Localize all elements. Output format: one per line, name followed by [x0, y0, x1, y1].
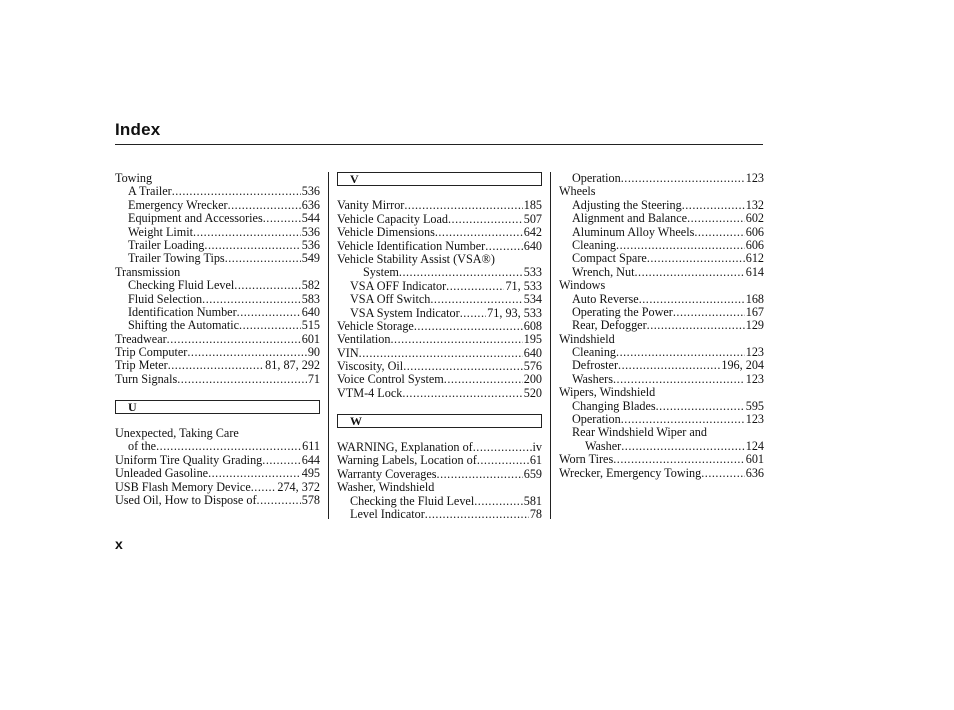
dot-leader [621, 172, 745, 185]
dot-leader [228, 199, 301, 212]
index-entry[interactable] [115, 359, 320, 372]
dot-leader [448, 213, 523, 226]
dot-leader [473, 441, 532, 454]
entry-term: Turn Signals [115, 371, 178, 386]
entry-pages[interactable]: 578 [301, 492, 320, 507]
index-entry[interactable] [559, 453, 764, 466]
entry-pages[interactable]: iv [532, 440, 542, 455]
index-entry[interactable] [559, 239, 764, 252]
entry-term: VSA System Indicator [350, 305, 460, 320]
dot-leader [168, 359, 264, 372]
entry-pages[interactable]: 520 [523, 385, 542, 400]
entry-pages[interactable]: 507 [523, 211, 542, 226]
index-entry[interactable] [559, 333, 764, 346]
index-entry[interactable] [115, 266, 320, 279]
entry-term: Alignment and Balance [572, 211, 688, 226]
entry-pages[interactable]: 61 [529, 453, 542, 468]
dot-leader [673, 306, 745, 319]
page-title: Index [115, 120, 161, 139]
section-letter: V [337, 172, 542, 186]
dot-leader [647, 252, 745, 265]
entry-pages[interactable]: 90 [307, 345, 320, 360]
entry-pages[interactable]: 644 [301, 452, 320, 467]
page-number: x [115, 536, 123, 552]
entry-term: Changing Blades [572, 398, 656, 413]
index-entry[interactable] [115, 454, 320, 467]
entry-term: Cleaning [572, 345, 617, 360]
entry-pages[interactable]: 495 [301, 466, 320, 481]
entry-term: Vanity Mirror [337, 198, 405, 213]
dot-leader [225, 252, 301, 265]
entry-pages[interactable]: 606 [745, 224, 764, 239]
entry-pages[interactable]: 200 [523, 372, 542, 387]
entry-term: Compact Spare [572, 251, 647, 266]
column-divider [550, 172, 551, 519]
entry-term: Rear Windshield Wiper and [572, 425, 707, 440]
entry-pages[interactable]: 636 [301, 197, 320, 212]
index-entry[interactable] [337, 293, 542, 306]
entry-pages[interactable]: 124 [745, 438, 764, 453]
index-entry[interactable] [337, 508, 542, 521]
index-entry[interactable] [337, 199, 542, 212]
entry-term: Vehicle Storage [337, 318, 414, 333]
index-entry[interactable] [115, 494, 320, 507]
entry-pages[interactable]: 611 [302, 439, 320, 454]
entry-term: A Trailer [128, 184, 172, 199]
entry-pages[interactable]: 583 [301, 291, 320, 306]
entry-term: Warning Labels, Location of [337, 453, 477, 468]
dot-leader [639, 293, 745, 306]
entry-term: Shifting the Automatic [128, 318, 240, 333]
dot-leader [446, 280, 504, 293]
entry-term: Vehicle Dimensions [337, 225, 435, 240]
entry-term: Uniform Tire Quality Grading [115, 452, 263, 467]
entry-term: Trip Meter [115, 358, 168, 373]
entry-pages[interactable]: 533 [523, 265, 542, 280]
entry-term: Cleaning [572, 237, 617, 252]
dot-leader [399, 266, 523, 279]
entry-term: Checking the Fluid Level [350, 493, 475, 508]
entry-term: of the [128, 439, 157, 454]
dot-leader [687, 212, 745, 225]
index-column-1 [115, 172, 320, 507]
entry-term: Operation [572, 412, 621, 427]
index-entry[interactable] [337, 213, 542, 226]
entry-term: Operation [572, 171, 621, 185]
entry-pages[interactable]: 606 [745, 237, 764, 252]
index-entry[interactable] [559, 293, 764, 306]
entry-pages[interactable]: 515 [301, 318, 320, 333]
dot-leader [402, 387, 522, 400]
index-entry[interactable] [559, 226, 764, 239]
index-entry[interactable] [559, 400, 764, 413]
index-entry[interactable] [559, 319, 764, 332]
spacer [337, 186, 542, 199]
entry-term: Vehicle Identification Number [337, 238, 486, 253]
section-letter: W [337, 414, 542, 428]
index-entry[interactable] [559, 426, 764, 439]
entry-pages[interactable]: 78 [529, 506, 542, 521]
entry-pages[interactable]: 71, 533 [505, 278, 542, 293]
dot-leader [187, 346, 306, 359]
entry-pages[interactable]: 642 [523, 225, 542, 240]
index-entry[interactable] [337, 454, 542, 467]
entry-term: Windows [559, 278, 606, 293]
index-entry[interactable] [115, 172, 320, 185]
index-entry[interactable] [559, 279, 764, 292]
index-entry[interactable] [115, 279, 320, 292]
index-entry[interactable] [337, 495, 542, 508]
spacer [115, 386, 320, 399]
dot-leader [167, 333, 301, 346]
index-entry[interactable] [115, 333, 320, 346]
entry-term: Wipers, Windshield [559, 385, 656, 400]
entry-pages[interactable]: 544 [301, 211, 320, 226]
dot-leader [257, 494, 301, 507]
index-entry[interactable] [115, 467, 320, 480]
index-entry[interactable] [559, 440, 764, 453]
index-entry[interactable] [337, 441, 542, 454]
index-entry[interactable] [559, 252, 764, 265]
dot-leader [694, 226, 744, 239]
entry-term: Voice Control System [337, 372, 444, 387]
index-entry[interactable] [559, 266, 764, 279]
dot-leader [656, 400, 745, 413]
dot-leader [474, 495, 522, 508]
index-entry[interactable] [115, 212, 320, 225]
dot-leader [263, 212, 301, 225]
dot-leader [156, 440, 301, 453]
index-entry[interactable] [559, 306, 764, 319]
index-entry[interactable] [115, 226, 320, 239]
entry-term: Worn Tires [559, 452, 614, 467]
entry-pages[interactable]: 536 [301, 237, 320, 252]
entry-term: Viscosity, Oil [337, 359, 404, 374]
dot-leader [616, 239, 745, 252]
index-entry[interactable] [337, 347, 542, 360]
entry-term: WARNING, Explanation of [337, 440, 473, 455]
entry-term: Washer, Windshield [337, 480, 435, 495]
entry-term: Level Indicator [350, 506, 425, 521]
index-entry[interactable] [337, 373, 542, 386]
index-entry[interactable] [337, 240, 542, 253]
index-entry[interactable] [115, 239, 320, 252]
entry-term: Operating the Power [572, 304, 673, 319]
entry-term: Adjusting the Steering [572, 197, 682, 212]
entry-term: System [363, 265, 399, 280]
index-entry[interactable] [559, 172, 764, 185]
entry-pages[interactable]: 132 [745, 197, 764, 212]
dot-leader [390, 333, 522, 346]
entry-pages[interactable]: 601 [745, 452, 764, 467]
dot-leader [477, 454, 529, 467]
index-entry[interactable] [559, 359, 764, 372]
index-entry[interactable] [115, 199, 320, 212]
index-entry[interactable] [115, 185, 320, 198]
dot-leader [239, 319, 301, 332]
spacer [115, 414, 320, 427]
index-entry[interactable] [559, 467, 764, 480]
entry-term: Equipment and Accessories [128, 211, 263, 226]
index-entry[interactable] [337, 360, 542, 373]
index-entry[interactable] [115, 252, 320, 265]
entry-pages[interactable]: 123 [745, 371, 764, 386]
index-entry[interactable] [337, 280, 542, 293]
entry-term: Fluid Selection [128, 291, 203, 306]
entry-pages[interactable]: 123 [745, 171, 764, 185]
dot-leader [621, 440, 744, 453]
entry-pages[interactable]: 123 [745, 345, 764, 360]
entry-term: Emergency Wrecker [128, 197, 228, 212]
dot-leader [414, 320, 523, 333]
dot-leader [616, 346, 745, 359]
index-entry[interactable] [337, 481, 542, 494]
entry-term: Trip Computer [115, 345, 188, 360]
index-entry[interactable] [559, 346, 764, 359]
column-divider [328, 172, 329, 519]
entry-pages[interactable]: 640 [523, 345, 542, 360]
dot-leader [234, 279, 300, 292]
dot-leader [208, 467, 301, 480]
entry-pages[interactable]: 195 [523, 332, 542, 347]
dot-leader [359, 347, 523, 360]
index-entry[interactable] [115, 373, 320, 386]
dot-leader [404, 199, 522, 212]
index-entry[interactable] [559, 212, 764, 225]
dot-leader [485, 240, 522, 253]
index-entry[interactable] [559, 199, 764, 212]
index-entry[interactable] [337, 387, 542, 400]
entry-term: Vehicle Stability Assist (VSA®) [337, 251, 495, 266]
entry-pages[interactable]: 274, 372 [277, 479, 320, 494]
entry-term: Washer [585, 438, 622, 453]
dot-leader [613, 453, 745, 466]
entry-term: Vehicle Capacity Load [337, 211, 448, 226]
entry-term: Checking Fluid Level [128, 278, 235, 293]
dot-leader [634, 266, 744, 279]
dot-leader [682, 199, 745, 212]
entry-pages[interactable]: 123 [745, 412, 764, 427]
index-entry[interactable] [337, 320, 542, 333]
entry-pages[interactable]: 640 [523, 238, 542, 253]
dot-leader [177, 373, 307, 386]
dot-leader [435, 226, 523, 239]
dot-leader [172, 185, 301, 198]
dot-leader [403, 360, 523, 373]
entry-term: Defroster [572, 358, 619, 373]
entry-term: VIN [337, 345, 359, 360]
entry-pages[interactable]: 581 [523, 493, 542, 508]
entry-pages[interactable]: 602 [745, 211, 764, 226]
dot-leader [460, 307, 486, 320]
dot-leader [202, 293, 301, 306]
dot-leader [701, 467, 744, 480]
index-entry[interactable] [115, 293, 320, 306]
index-entry[interactable] [115, 306, 320, 319]
entry-pages[interactable]: 640 [301, 304, 320, 319]
index-entry[interactable] [115, 440, 320, 453]
spacer [337, 428, 542, 441]
dot-leader [647, 319, 745, 332]
index-entry[interactable] [337, 226, 542, 239]
entry-term: Wrecker, Emergency Towing [559, 465, 702, 480]
entry-pages[interactable]: 549 [301, 251, 320, 266]
entry-pages[interactable]: 612 [745, 251, 764, 266]
index-entry[interactable] [115, 346, 320, 359]
index-column-2 [337, 172, 542, 521]
entry-term: Windshield [559, 331, 615, 346]
entry-pages[interactable]: 196, 204 [721, 358, 764, 373]
dot-leader [613, 373, 745, 386]
index-entry[interactable] [337, 468, 542, 481]
dot-leader [618, 359, 720, 372]
entry-term: VTM-4 Lock [337, 385, 403, 400]
entry-term: Trailer Loading [128, 237, 205, 252]
entry-term: Auto Reverse [572, 291, 639, 306]
entry-term: Wrench, Nut [572, 264, 635, 279]
entry-pages[interactable]: 576 [523, 359, 542, 374]
index-entry[interactable] [115, 481, 320, 494]
entry-pages[interactable]: 601 [301, 331, 320, 346]
dot-leader [193, 226, 301, 239]
entry-term: VSA Off Switch [350, 292, 431, 307]
entry-term: Ventilation [337, 332, 391, 347]
entry-pages[interactable]: 636 [745, 465, 764, 480]
entry-pages[interactable]: 129 [745, 318, 764, 333]
title-divider [115, 144, 763, 145]
entry-term: Aluminum Alloy Wheels [572, 224, 695, 239]
entry-pages[interactable]: 71 [307, 371, 320, 386]
entry-term: Wheels [559, 184, 596, 199]
dot-leader [204, 239, 300, 252]
section-letter: U [115, 400, 320, 414]
index-entry[interactable] [115, 319, 320, 332]
index-column-3 [559, 172, 764, 480]
entry-term: Unexpected, Taking Care [115, 426, 239, 441]
index-entry[interactable] [559, 386, 764, 399]
dot-leader [251, 481, 277, 494]
entry-pages[interactable]: 71, 93, 533 [487, 305, 542, 320]
entry-pages[interactable]: 595 [745, 398, 764, 413]
entry-pages[interactable]: 534 [523, 292, 542, 307]
dot-leader [425, 508, 529, 521]
index-entry[interactable] [337, 333, 542, 346]
entry-pages[interactable]: 659 [523, 466, 542, 481]
entry-term: Unleaded Gasoline [115, 466, 209, 481]
entry-term: Towing [115, 171, 153, 185]
entry-term: USB Flash Memory Device [115, 479, 251, 494]
dot-leader [444, 373, 523, 386]
index-entry[interactable] [559, 373, 764, 386]
index-entry[interactable] [337, 253, 542, 266]
entry-term: Warranty Coverages [337, 466, 437, 481]
index-entry[interactable] [337, 307, 542, 320]
dot-leader [262, 454, 300, 467]
index-entry[interactable] [559, 185, 764, 198]
dot-leader [430, 293, 522, 306]
spacer [337, 400, 542, 413]
entry-term: Weight Limit [128, 224, 194, 239]
dot-leader [437, 468, 523, 481]
dot-leader [621, 413, 745, 426]
entry-term: Identification Number [128, 304, 237, 319]
entry-pages[interactable]: 168 [745, 291, 764, 306]
entry-term: Washers [572, 371, 613, 386]
index-entry[interactable] [559, 413, 764, 426]
index-entry[interactable] [337, 266, 542, 279]
entry-term: VSA OFF Indicator [350, 278, 447, 293]
entry-term: Transmission [115, 264, 181, 279]
entry-pages[interactable]: 614 [745, 264, 764, 279]
entry-pages[interactable]: 608 [523, 318, 542, 333]
entry-pages[interactable]: 582 [301, 278, 320, 293]
index-entry[interactable] [115, 427, 320, 440]
dot-leader [237, 306, 301, 319]
entry-term: Treadwear [115, 331, 167, 346]
entry-term: Trailer Towing Tips [128, 251, 225, 266]
entry-pages[interactable]: 81, 87, 292 [265, 358, 320, 373]
entry-pages[interactable]: 167 [745, 304, 764, 319]
entry-pages[interactable]: 185 [523, 198, 542, 213]
entry-pages[interactable]: 536 [301, 224, 320, 239]
entry-pages[interactable]: 536 [301, 184, 320, 199]
entry-term: Used Oil, How to Dispose of [115, 492, 257, 507]
entry-term: Rear, Defogger [572, 318, 647, 333]
